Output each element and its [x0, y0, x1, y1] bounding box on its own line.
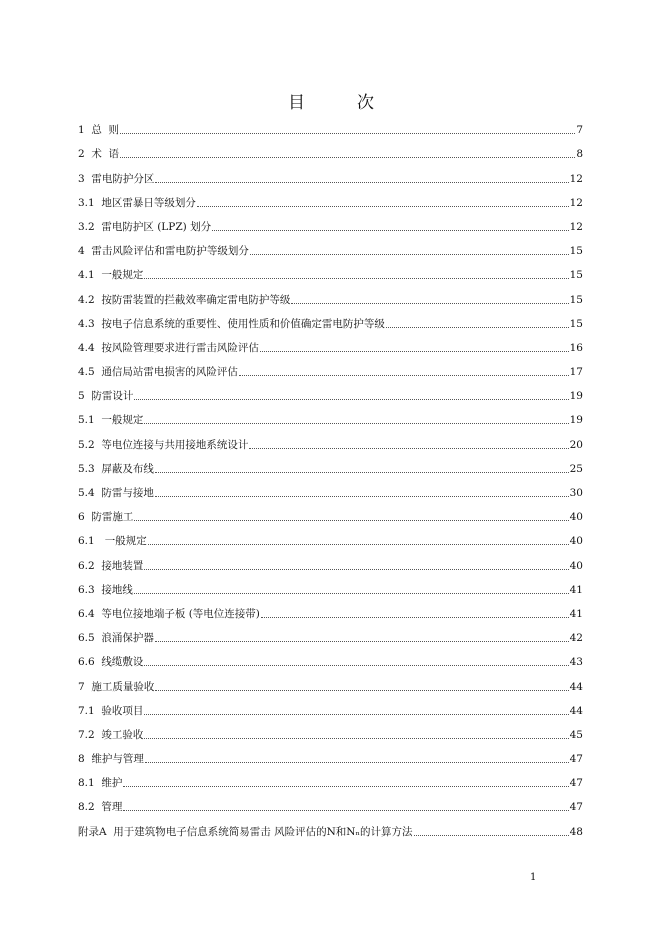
toc-dot-leader — [197, 205, 569, 207]
toc-entry-title: 管理 — [101, 801, 123, 814]
toc-entry[interactable] — [78, 668, 583, 692]
toc-entry-page: 12 — [569, 172, 583, 185]
toc-entry-title: 等电位连接与共用接地系统设计 — [101, 438, 249, 451]
toc-entry-page: 45 — [569, 728, 583, 741]
toc-entry-number: 3.2 — [78, 220, 102, 233]
table-of-contents — [78, 112, 583, 838]
toc-dot-leader — [212, 229, 569, 231]
toc-dot-leader — [134, 592, 569, 594]
toc-entry-number: 6.1 — [78, 535, 105, 548]
toc-dot-leader — [145, 761, 569, 763]
toc-entry[interactable] — [78, 717, 583, 741]
toc-dot-leader — [144, 422, 568, 424]
toc-dot-leader — [144, 737, 568, 739]
toc-entry-page: 15 — [569, 269, 583, 282]
toc-entry-title: 通信局站雷电损害的风险评估 — [101, 366, 238, 379]
toc-entry-page: 40 — [569, 535, 583, 548]
toc-entry-title: 防雷与接地 — [101, 487, 154, 499]
footer-page-number: 1 — [530, 872, 537, 883]
toc-entry[interactable] — [78, 330, 583, 354]
toc-entry-number: 8.2 — [78, 801, 102, 814]
toc-entry-number: 6.6 — [78, 656, 102, 669]
toc-entry-number: 6 — [78, 511, 92, 524]
toc-dot-leader — [249, 447, 568, 449]
toc-entry-number: 7.1 — [78, 704, 102, 717]
page-title — [0, 88, 662, 113]
toc-dot-leader — [120, 156, 575, 158]
toc-entry-number: 2 — [78, 148, 92, 161]
toc-entry-number: 5.3 — [78, 462, 102, 475]
toc-entry-number: 7 — [78, 680, 92, 693]
toc-entry-page: 17 — [569, 366, 583, 379]
toc-dot-leader — [134, 398, 568, 400]
toc-dot-leader — [144, 277, 568, 279]
toc-entry-page: 19 — [569, 414, 583, 427]
toc-entry-number: 3 — [78, 172, 92, 185]
toc-entry-number: 4.2 — [78, 293, 102, 306]
toc-entry-number: 8.1 — [78, 777, 102, 790]
toc-entry[interactable] — [78, 185, 583, 209]
toc-dot-leader — [144, 568, 568, 570]
toc-entry[interactable] — [78, 354, 583, 378]
toc-entry-number: 4.1 — [78, 269, 102, 282]
toc-entry-title: 一般规定 — [101, 414, 144, 427]
toc-entry-title: 雷电防护分区 — [91, 172, 155, 185]
toc-entry-number: 5.1 — [78, 414, 102, 427]
toc-entry[interactable] — [78, 620, 583, 644]
title-part-2: 次 — [357, 93, 374, 113]
toc-dot-leader — [134, 519, 568, 521]
title-part-1: 目 — [288, 93, 305, 113]
toc-entry[interactable] — [78, 306, 583, 330]
toc-entry-page: 15 — [569, 293, 583, 306]
toc-entry-page: 40 — [569, 511, 583, 524]
toc-entry-page: 30 — [569, 487, 583, 499]
toc-entry-title: 防雷设计 — [91, 390, 134, 403]
toc-entry-page: 41 — [569, 583, 583, 596]
toc-entry-title: 用于建筑物电子信息系统简易雷击 风险评估的N和Nₙ的计算方法 — [113, 825, 413, 838]
toc-entry[interactable] — [78, 112, 583, 136]
toc-entry-page: 47 — [569, 753, 583, 766]
toc-entry-page: 19 — [569, 390, 583, 403]
toc-dot-leader — [155, 181, 568, 183]
toc-dot-leader — [155, 640, 569, 642]
toc-entry[interactable] — [78, 402, 583, 426]
toc-dot-leader — [155, 689, 568, 691]
toc-entry[interactable] — [78, 209, 583, 233]
toc-entry-number: 8 — [78, 753, 92, 766]
toc-entry[interactable] — [78, 523, 583, 547]
toc-dot-leader — [144, 664, 568, 666]
toc-entry-title: 按电子信息系统的重要性、使用性质和价值确定雷电防护等级 — [101, 317, 385, 330]
toc-entry-number: 4.3 — [78, 317, 102, 330]
toc-dot-leader — [239, 374, 569, 376]
toc-entry-page: 40 — [569, 559, 583, 572]
toc-entry-title: 总 则 — [91, 124, 120, 137]
toc-entry[interactable] — [78, 160, 583, 184]
toc-entry[interactable] — [78, 547, 583, 571]
toc-entry-title: 接地线 — [101, 583, 133, 596]
toc-entry[interactable] — [78, 596, 583, 620]
toc-entry-page: 41 — [569, 607, 583, 620]
toc-entry-title: 按风险管理要求进行雷击风险评估 — [101, 341, 259, 354]
toc-dot-leader — [260, 350, 569, 352]
toc-entry-page: 20 — [569, 438, 583, 451]
toc-entry-page: 25 — [569, 462, 583, 475]
toc-dot-leader — [148, 543, 569, 545]
toc-entry-page: 42 — [569, 632, 583, 645]
toc-entry-title: 一般规定 — [101, 269, 144, 282]
toc-entry-page: 47 — [569, 801, 583, 814]
toc-entry-number: 4 — [78, 245, 92, 258]
toc-entry-page: 8 — [576, 148, 583, 161]
toc-entry-title: 雷电防护区 (LPZ) 划分 — [101, 220, 212, 233]
toc-entry-number: 6.2 — [78, 559, 102, 572]
toc-entry-page: 12 — [569, 220, 583, 233]
toc-entry-number: 1 — [78, 124, 92, 137]
toc-entry-number: 7.2 — [78, 728, 102, 741]
toc-entry-number: 6.4 — [78, 607, 102, 620]
toc-entry-page: 15 — [569, 317, 583, 330]
toc-dot-leader — [261, 616, 569, 618]
toc-entry-title: 接地装置 — [101, 559, 144, 572]
toc-entry[interactable] — [78, 644, 583, 668]
toc-entry[interactable] — [78, 693, 583, 717]
toc-entry-number: 5.4 — [78, 487, 102, 499]
toc-entry-title: 线缆敷设 — [101, 656, 144, 669]
toc-entry-page: 12 — [569, 196, 583, 209]
toc-entry-title: 浪涌保护器 — [101, 632, 154, 645]
toc-entry-title: 等电位接地端子板 (等电位连接带) — [101, 607, 260, 620]
toc-entry[interactable] — [78, 426, 583, 450]
toc-dot-leader — [155, 471, 569, 473]
toc-entry[interactable] — [78, 281, 583, 305]
toc-dot-leader — [123, 809, 568, 811]
toc-dot-leader — [123, 785, 568, 787]
toc-entry-title: 一般规定 — [104, 535, 147, 548]
toc-dot-leader — [250, 253, 569, 255]
toc-dot-leader — [144, 713, 568, 715]
toc-entry-number: 6.5 — [78, 632, 102, 645]
toc-entry[interactable] — [78, 475, 583, 499]
toc-entry[interactable] — [78, 233, 583, 257]
toc-entry-number: 6.3 — [78, 583, 102, 596]
toc-entry-title: 雷击风险评估和雷电防护等级划分 — [91, 245, 249, 258]
toc-entry[interactable] — [78, 378, 583, 402]
toc-entry-page: 16 — [569, 341, 583, 354]
toc-entry-page: 48 — [569, 825, 583, 838]
toc-dot-leader — [386, 326, 569, 328]
toc-entry-page: 47 — [569, 777, 583, 790]
toc-entry-title: 术 语 — [91, 148, 120, 161]
toc-entry-title: 屏蔽及布线 — [101, 462, 154, 475]
toc-entry-number: 附录A — [78, 825, 114, 838]
toc-entry[interactable] — [78, 136, 583, 160]
toc-dot-leader — [120, 132, 575, 134]
toc-entry-page: 44 — [569, 704, 583, 717]
toc-entry-page: 7 — [576, 124, 583, 137]
toc-entry[interactable] — [78, 741, 583, 765]
toc-entry-page: 15 — [569, 245, 583, 258]
toc-entry-title: 地区雷暴日等级划分 — [101, 196, 196, 209]
toc-entry-number: 4.5 — [78, 366, 102, 379]
toc-entry-number: 3.1 — [78, 196, 102, 209]
toc-entry[interactable] — [78, 451, 583, 475]
toc-entry-title: 施工质量验收 — [91, 680, 155, 693]
toc-dot-leader — [414, 834, 569, 836]
toc-entry-number: 5 — [78, 390, 92, 403]
toc-entry[interactable] — [78, 257, 583, 281]
toc-entry-number: 4.4 — [78, 341, 102, 354]
toc-entry-title: 维护与管理 — [91, 753, 144, 766]
toc-entry[interactable] — [78, 572, 583, 596]
toc-entry-page: 44 — [569, 680, 583, 693]
toc-entry[interactable] — [78, 499, 583, 523]
toc-dot-leader — [291, 302, 568, 304]
toc-entry-number: 5.2 — [78, 438, 102, 451]
toc-entry-title: 验收项目 — [101, 704, 144, 717]
toc-entry-title: 竣工验收 — [101, 728, 144, 741]
toc-entry[interactable] — [78, 789, 583, 813]
toc-entry[interactable] — [78, 765, 583, 789]
toc-entry-page: 43 — [569, 656, 583, 669]
toc-entry-title: 维护 — [101, 777, 123, 790]
toc-dot-leader — [155, 495, 569, 497]
toc-entry[interactable] — [78, 813, 583, 837]
toc-entry-title: 按防雷装置的拦截效率确定雷电防护等级 — [101, 293, 291, 306]
toc-entry-title: 防雷施工 — [91, 511, 134, 524]
